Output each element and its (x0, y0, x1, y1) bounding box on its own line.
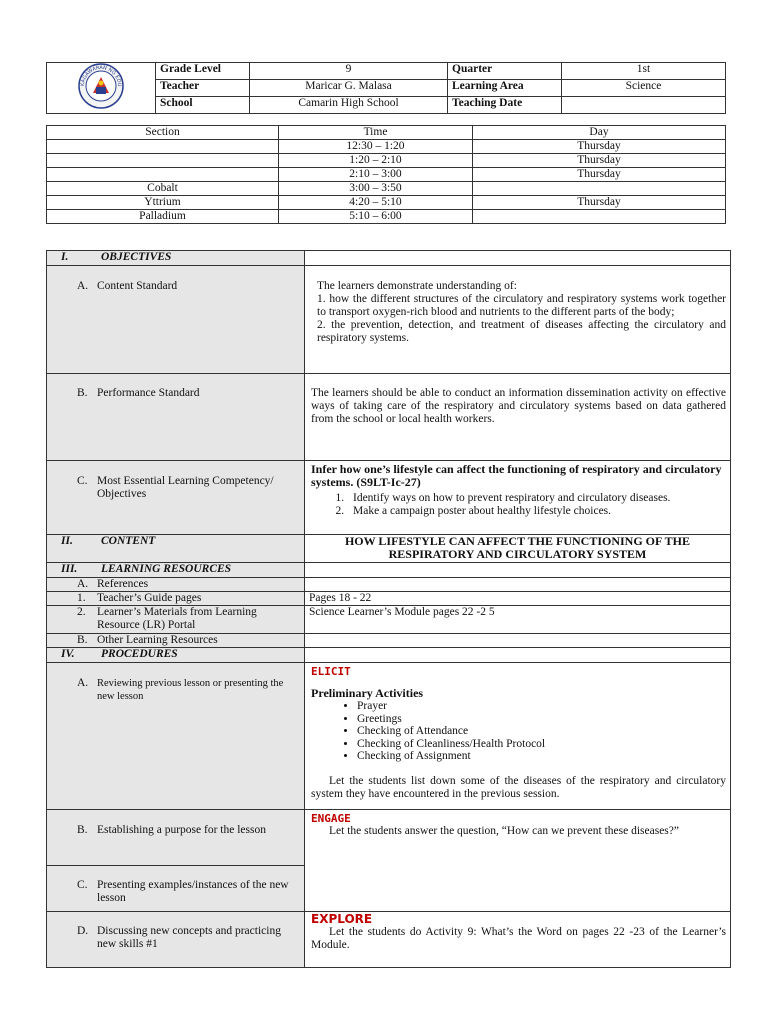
teacher-value: Maricar G. Malasa (250, 80, 448, 97)
quarter-value: 1st (562, 63, 726, 80)
procedure-b-row (47, 810, 731, 866)
learners-materials-row (47, 606, 731, 634)
schedule-row (47, 210, 726, 224)
competency-item: 1. Identify ways on how to prevent respiratory and circulatory diseases. (347, 492, 726, 505)
teachers-guide-row (47, 592, 731, 606)
preliminary-heading: Preliminary Activities (311, 686, 424, 700)
elicit-tag: ELICIT (311, 665, 351, 678)
time-cell: 12:30 – 1:20 (279, 140, 473, 154)
header-table (46, 62, 726, 114)
day-cell (473, 210, 726, 224)
time-cell: 1:20 – 2:10 (279, 154, 473, 168)
schedule-row (47, 196, 726, 210)
performance-standard-label: B. Performance Standard (47, 374, 305, 461)
procedures-heading: IV. PROCEDURES (47, 648, 305, 663)
explore-tag: EXPLORE (311, 912, 373, 926)
references-row (47, 578, 731, 592)
section-cell: Palladium (47, 210, 279, 224)
procedure-a-label: A. Reviewing previous lesson or presenting the new lesson (47, 663, 305, 810)
schedule-table (46, 125, 726, 224)
procedure-a-content (305, 663, 731, 810)
deped-seal-icon (78, 63, 124, 109)
content-title: HOW LIFESTYLE CAN AFFECT THE FUNCTIONING OF THE RESPIRATORY AND CIRCULATORY SYSTEM (305, 535, 731, 563)
section-cell (47, 140, 279, 154)
objectives-heading: I. OBJECTIVES (47, 251, 305, 266)
content-row (47, 535, 731, 563)
learners-materials-value: Science Learner’s Module pages 22 -2 5 (305, 606, 731, 634)
other-resources-label: B. Other Learning Resources (47, 634, 305, 648)
content-standard-text: The learners demonstrate understanding of: 1. how the different structures of the circulatory and respiratory systems work together to transport oxygen-rich blood and nutrients to the different parts of the body; 2. the prevention, detection, and treatment of diseases affecting the circulatory and respiratory systems. (305, 266, 731, 374)
competency-text: Infer how one’s lifestyle can affect the functioning of respiratory and circulatory systems. (S9LT-Ic-27) 1. Identify ways on how to prevent respiratory and circulatory diseases. 2. Make a campaign poster about healthy lifestyle choices. (305, 461, 731, 535)
procedure-a-row (47, 663, 731, 810)
explore-text: Let the students do Activity 9: What’s the Word on pages 22 -23 of the Learner’s Module. (311, 926, 726, 951)
performance-standard-row (47, 374, 731, 461)
references-label: A. References (47, 578, 305, 592)
deped-seal-cell (47, 63, 156, 114)
competency-item: 2. Make a campaign poster about healthy lifestyle choices. (347, 505, 726, 518)
section-cell (47, 168, 279, 182)
resources-heading: III. LEARNING RESOURCES (47, 563, 305, 578)
school-label: School (156, 97, 250, 114)
day-cell: Thursday (473, 140, 726, 154)
grade-level-label: Grade Level (156, 63, 250, 80)
section-cell: Cobalt (47, 182, 279, 196)
schedule-row (47, 140, 726, 154)
other-resources-row (47, 634, 731, 648)
procedure-c-label: C. Presenting examples/instances of the new lesson (47, 866, 305, 912)
competency-label: C. Most Essential Learning Competency/ Objectives (47, 461, 305, 535)
list-item: • Greetings (357, 713, 726, 726)
time-cell: 4:20 – 5:10 (279, 196, 473, 210)
day-cell: Thursday (473, 168, 726, 182)
performance-standard-text: The learners should be able to conduct an information dissemination activity on effective ways of taking care of the respiratory and circulatory systems based on data gathered from the school or local health workers. (305, 374, 731, 461)
procedure-d-row (47, 912, 731, 968)
objectives-row (47, 251, 731, 266)
time-cell: 2:10 – 3:00 (279, 168, 473, 182)
procedure-b-label: B. Establishing a purpose for the lesson (47, 810, 305, 866)
quarter-label: Quarter (448, 63, 562, 80)
learning-area-label: Learning Area (448, 80, 562, 97)
section-cell (47, 154, 279, 168)
schedule-row (47, 182, 726, 196)
time-cell: 3:00 – 3:50 (279, 182, 473, 196)
teaching-date-value (562, 97, 726, 114)
list-item: • Checking of Cleanliness/Health Protocol (357, 738, 726, 751)
procedures-row (47, 648, 731, 663)
school-value: Camarin High School (250, 97, 448, 114)
learning-area-value: Science (562, 80, 726, 97)
day-cell (473, 182, 726, 196)
content-standard-row (47, 266, 731, 374)
teachers-guide-label: 1. Teacher’s Guide pages (47, 592, 305, 606)
schedule-row (47, 154, 726, 168)
engage-text: Let the students answer the question, “How can we prevent these diseases?” (329, 825, 679, 837)
elicit-text: Let the students list down some of the diseases of the respiratory and circulatory system they have encountered in the previous session. (311, 774, 726, 800)
teachers-guide-value: Pages 18 - 22 (305, 592, 731, 606)
content-standard-label: A. Content Standard (47, 266, 305, 374)
list-item: • Checking of Assignment (357, 750, 726, 763)
competency-row (47, 461, 731, 535)
day-cell: Thursday (473, 154, 726, 168)
time-cell: 5:10 – 6:00 (279, 210, 473, 224)
section-column-header: Section (47, 126, 279, 140)
day-cell: Thursday (473, 196, 726, 210)
schedule-row (47, 168, 726, 182)
list-item: • Prayer (357, 700, 726, 713)
procedure-d-content (305, 912, 731, 968)
teaching-date-label: Teaching Date (448, 97, 562, 114)
section-cell: Yttrium (47, 196, 279, 210)
teacher-label: Teacher (156, 80, 250, 97)
procedure-d-label: D. Discussing new concepts and practicing new skills #1 (47, 912, 305, 968)
lesson-plan-table (46, 250, 731, 968)
svg-text:KAGAWARAN NG EDUKASYON: KAGAWARAN NG EDU (79, 64, 123, 87)
learners-materials-label: 2. Learner’s Materials from Learning Resource (LR) Portal (47, 606, 305, 634)
time-column-header: Time (279, 126, 473, 140)
resources-row (47, 563, 731, 578)
schedule-header-row (47, 126, 726, 140)
list-item: • Checking of Attendance (357, 725, 726, 738)
grade-level-value: 9 (250, 63, 448, 80)
procedure-b-content (305, 810, 731, 912)
engage-tag: ENGAGE (311, 812, 351, 825)
content-heading: II. CONTENT (47, 535, 305, 563)
day-column-header: Day (473, 126, 726, 140)
